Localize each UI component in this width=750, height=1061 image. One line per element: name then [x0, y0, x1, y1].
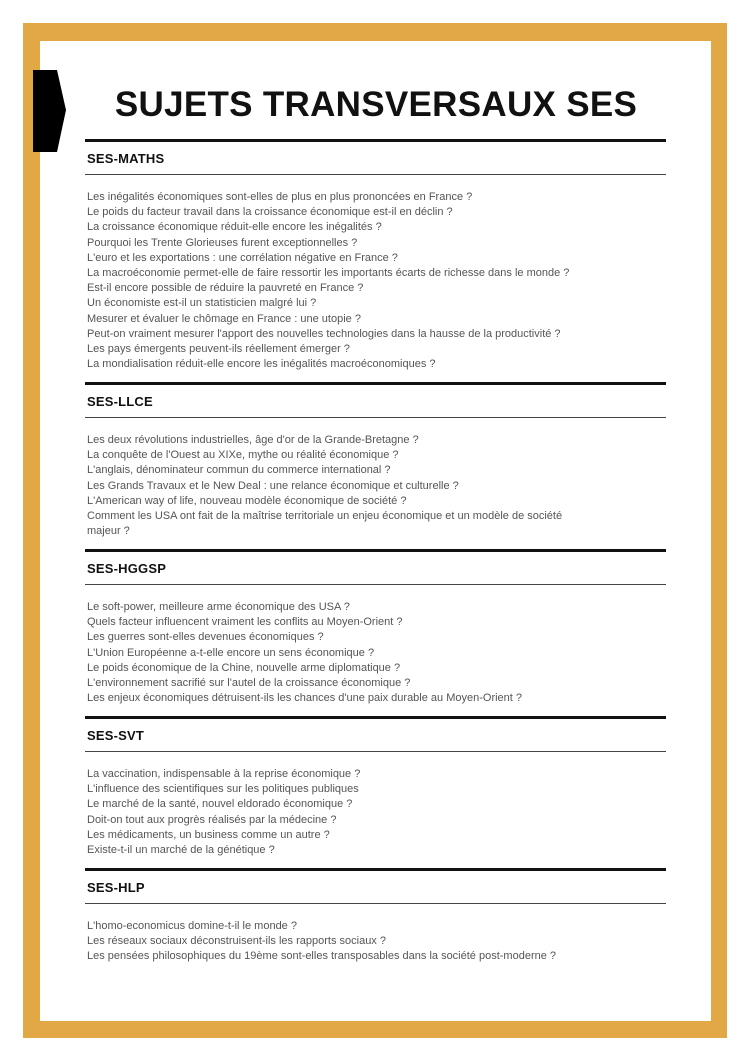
- list-item: Les pensées philosophiques du 19ème sont-elles transposables dans la société post-moderne ?: [87, 950, 557, 963]
- section-ses-svt: [85, 716, 666, 858]
- list-item: Le soft-power, meilleure arme économique des USA ?: [87, 601, 350, 613]
- section-heading: SES-HGGSP: [87, 561, 167, 576]
- topic-list: [87, 919, 666, 965]
- list-item: L'Union Européenne a-t-elle encore un sens économique ?: [87, 646, 375, 659]
- list-item: Comment les USA ont fait de la maîtrise territoriale un enjeu économique et un modèle de société: [87, 510, 563, 523]
- section-divider: [85, 903, 666, 904]
- list-item: Les réseaux sociaux déconstruisent-ils les rapports sociaux ?: [87, 935, 386, 948]
- section-ses-hlp: [85, 868, 666, 965]
- list-item: Existe-t-il un marché de la génétique ?: [87, 844, 275, 857]
- list-item: Est-il encore possible de réduire la pauvreté en France ?: [87, 282, 364, 295]
- section-heading: SES-LLCE: [87, 394, 153, 409]
- list-item: Un économiste est-il un statisticien malgré lui ?: [87, 297, 317, 310]
- section-rule: [85, 549, 666, 552]
- list-item: Les deux révolutions industrielles, âge d'or de la Grande-Bretagne ?: [87, 434, 419, 446]
- list-item: Quels facteur influencent vraiment les conflits au Moyen-Orient ?: [87, 616, 403, 629]
- list-item: L'environnement sacrifié sur l'autel de la croissance économique ?: [87, 677, 411, 690]
- list-item: L'homo-economicus domine-t-il le monde ?: [87, 920, 297, 932]
- section-rule: [85, 716, 666, 719]
- topic-list: [87, 767, 666, 858]
- list-item: Peut-on vraiment mesurer l'apport des nouvelles technologies dans la hausse de la productivité ?: [87, 327, 561, 340]
- list-item: Mesurer et évaluer le chômage en France : une utopie ?: [87, 312, 361, 325]
- list-item: Pourquoi les Trente Glorieuses furent exceptionnelles ?: [87, 236, 358, 249]
- bookmark-tab-icon: [33, 70, 66, 152]
- list-item: Le marché de la santé, nouvel eldorado économique ?: [87, 798, 353, 811]
- list-item: La macroéconomie permet-elle de faire ressortir les importants écarts de richesse dans le monde ?: [87, 267, 570, 280]
- list-item: Le poids économique de la Chine, nouvelle arme diplomatique ?: [87, 661, 401, 674]
- section-ses-maths: [85, 139, 666, 372]
- topic-list: [87, 190, 666, 372]
- list-item: Le poids du facteur travail dans la croissance économique est-il en déclin ?: [87, 206, 453, 219]
- list-item: La mondialisation réduit-elle encore les inégalités macroéconomiques ?: [87, 358, 436, 371]
- section-ses-llce: [85, 382, 666, 539]
- list-item: Les inégalités économiques sont-elles de plus en plus prononcées en France ?: [87, 191, 473, 203]
- list-item: Doit-on tout aux progrès réalisés par la médecine ?: [87, 813, 337, 826]
- section-ses-hggsp: [85, 549, 666, 706]
- section-divider: [85, 584, 666, 585]
- list-item: Les guerres sont-elles devenues économiques ?: [87, 631, 324, 644]
- topic-list: [87, 600, 666, 706]
- list-item: Les Grands Travaux et le New Deal : une relance économique et culturelle ?: [87, 479, 459, 492]
- section-divider: [85, 751, 666, 752]
- list-item: L'anglais, dénominateur commun du commerce international ?: [87, 464, 391, 477]
- list-item: L'influence des scientifiques sur les politiques publiques: [87, 783, 359, 796]
- list-item: L'euro et les exportations : une corrélation négative en France ?: [87, 251, 398, 264]
- section-rule: [85, 139, 666, 142]
- topic-list: [87, 433, 666, 539]
- section-divider: [85, 417, 666, 418]
- section-heading: SES-HLP: [87, 880, 145, 895]
- list-item: La conquête de l'Ouest au XIXe, mythe ou réalité économique ?: [87, 449, 399, 462]
- list-item: Les médicaments, un business comme un autre ?: [87, 828, 330, 841]
- page-title: SUJETS TRANSVERSAUX SES: [114, 85, 638, 124]
- list-item: majeur ?: [87, 525, 130, 538]
- list-item: Les enjeux économiques détruisent-ils les chances d'une paix durable au Moyen-Orient ?: [87, 692, 523, 705]
- section-heading: SES-SVT: [87, 728, 145, 743]
- list-item: La vaccination, indispensable à la reprise économique ?: [87, 768, 361, 780]
- list-item: La croissance économique réduit-elle encore les inégalités ?: [87, 221, 382, 234]
- list-item: L'American way of life, nouveau modèle économique de société ?: [87, 494, 407, 507]
- list-item: Les pays émergents peuvent-ils réellement émerger ?: [87, 343, 350, 356]
- section-rule: [85, 868, 666, 871]
- section-divider: [85, 174, 666, 175]
- section-rule: [85, 382, 666, 385]
- section-heading: SES-MATHS: [87, 151, 165, 166]
